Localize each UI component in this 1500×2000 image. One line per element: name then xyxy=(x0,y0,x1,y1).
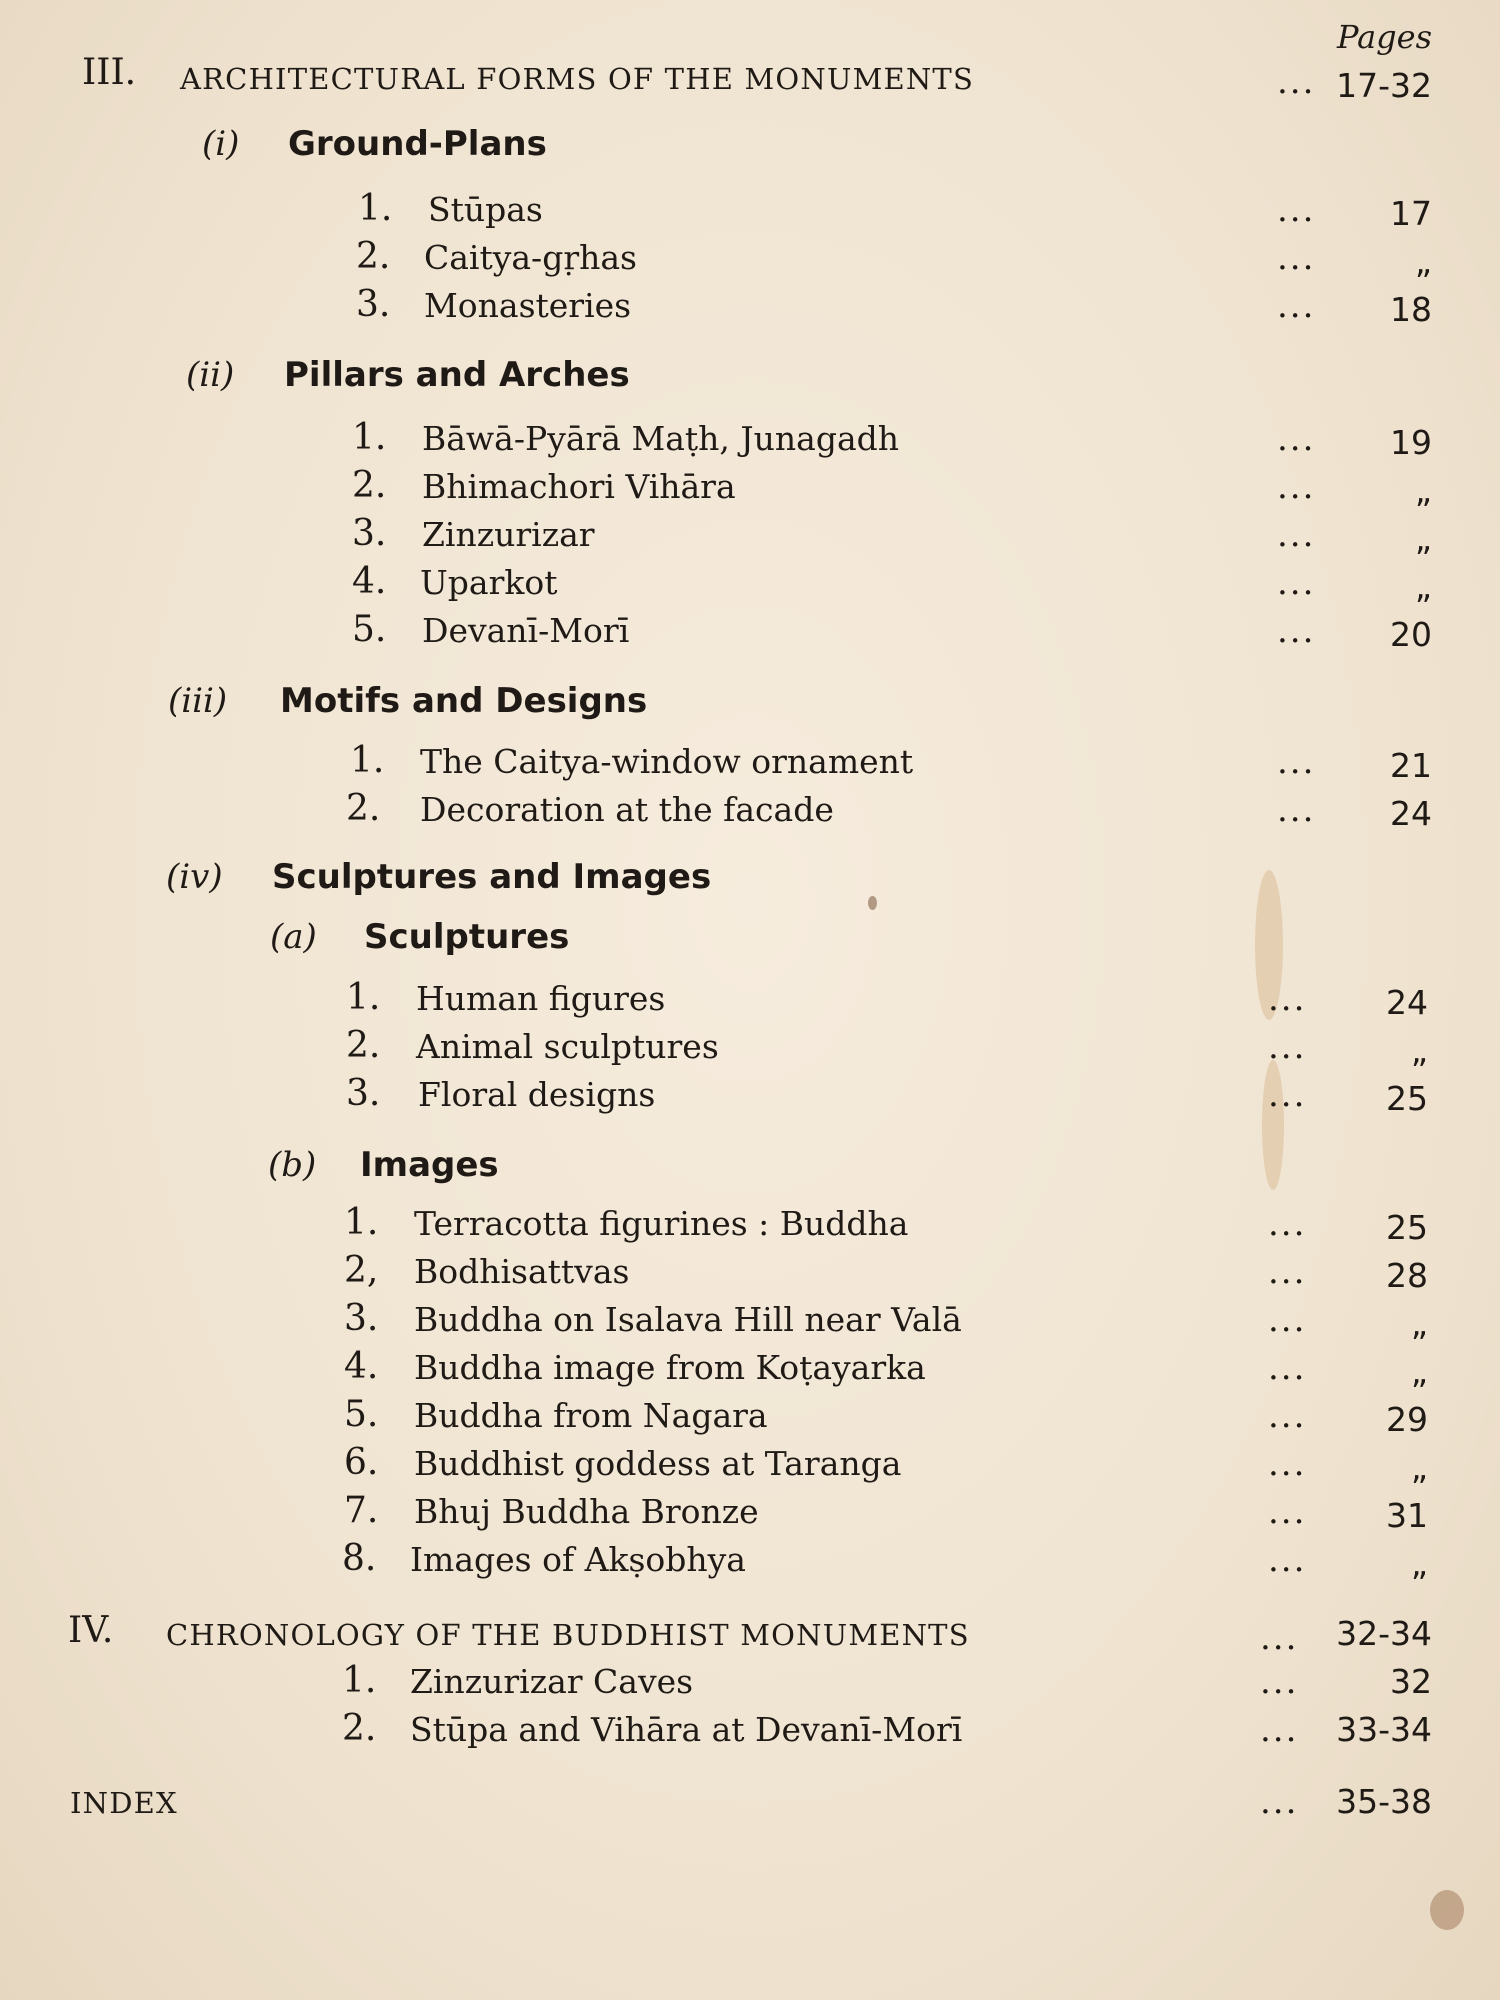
leader-dots: ... xyxy=(1277,790,1316,830)
item-title: Uparkot xyxy=(420,563,558,602)
item-number: 3. xyxy=(352,513,387,554)
item-title: Zinzurizar xyxy=(422,515,595,554)
section-title: Pillars and Arches xyxy=(284,355,630,395)
page-ref: 25 xyxy=(1386,1208,1428,1247)
item-title: Caitya-gṛhas xyxy=(424,238,637,277)
item-title: Floral designs xyxy=(418,1075,656,1114)
item-number: 7. xyxy=(344,1490,379,1531)
subsection-marker: (b) xyxy=(268,1145,317,1185)
leader-dots: ... xyxy=(1277,62,1316,102)
leader-dots: ... xyxy=(1260,1618,1299,1658)
item-number: 1. xyxy=(352,417,387,458)
page-ref: 24 xyxy=(1386,983,1428,1022)
page-ref: 24 xyxy=(1390,794,1432,833)
item-number: 4. xyxy=(344,1346,379,1387)
page-ref: 33-34 xyxy=(1336,1710,1432,1749)
item-number: 5. xyxy=(344,1394,379,1435)
item-number: 3. xyxy=(346,1073,381,1114)
page-ref: „ xyxy=(1414,471,1432,510)
leader-dots: ... xyxy=(1268,1396,1307,1436)
item-number: 8. xyxy=(342,1538,377,1579)
section-title: Motifs and Designs xyxy=(280,681,648,721)
leader-dots: ... xyxy=(1277,467,1316,507)
page-ref: 28 xyxy=(1386,1256,1428,1295)
leader-dots: ... xyxy=(1277,286,1316,326)
chapter-title: ARCHITECTURAL FORMS OF THE MONUMENTS xyxy=(180,62,975,96)
chapter-title: CHRONOLOGY OF THE BUDDHIST MONUMENTS xyxy=(166,1618,970,1652)
item-number: 2. xyxy=(346,1025,381,1066)
section-title: Ground-Plans xyxy=(288,124,547,164)
item-number: 2. xyxy=(356,236,391,277)
item-title: Bāwā-Pyārā Maṭh, Junagadh xyxy=(422,419,900,458)
section-marker: (iii) xyxy=(168,681,228,721)
leader-dots: ... xyxy=(1277,419,1316,459)
item-title: Monasteries xyxy=(424,286,632,325)
item-number: 2. xyxy=(342,1708,377,1749)
chapter-number: IV. xyxy=(68,1610,114,1651)
page-ref: 17-32 xyxy=(1336,66,1432,105)
item-number: 1. xyxy=(350,740,385,781)
index-title: INDEX xyxy=(70,1786,178,1820)
leader-dots: ... xyxy=(1268,1252,1307,1292)
item-title: Buddhist goddess at Taranga xyxy=(414,1444,902,1483)
page-ref: 18 xyxy=(1390,290,1432,329)
page-ref: 29 xyxy=(1386,1400,1428,1439)
item-title: Buddha from Nagara xyxy=(414,1396,768,1435)
item-number: 2, xyxy=(344,1250,379,1291)
pages-heading: Pages xyxy=(1336,18,1432,56)
page-ref: 21 xyxy=(1390,746,1432,785)
item-title: Bodhisattvas xyxy=(414,1252,630,1291)
subsection-marker: (a) xyxy=(270,917,317,957)
item-number: 3. xyxy=(356,284,391,325)
subsection-title: Images xyxy=(360,1145,499,1185)
stain xyxy=(1430,1890,1464,1930)
item-title: Bhuj Buddha Bronze xyxy=(414,1492,759,1531)
page-ref: 17 xyxy=(1390,194,1432,233)
leader-dots: ... xyxy=(1268,1300,1307,1340)
page-ref: 25 xyxy=(1386,1079,1428,1118)
item-number: 5. xyxy=(352,609,387,650)
page-ref: 32-34 xyxy=(1336,1614,1432,1653)
item-title: Animal sculptures xyxy=(416,1027,719,1066)
leader-dots: ... xyxy=(1260,1782,1299,1822)
item-title: Decoration at the facade xyxy=(420,790,834,829)
subsection-title: Sculptures xyxy=(364,917,570,957)
leader-dots: ... xyxy=(1277,742,1316,782)
page-ref: „ xyxy=(1410,1448,1428,1487)
leader-dots: ... xyxy=(1268,1027,1307,1067)
item-number: 2. xyxy=(346,788,381,829)
item-number: 1. xyxy=(344,1202,379,1243)
leader-dots: ... xyxy=(1277,611,1316,651)
page-ref: „ xyxy=(1410,1352,1428,1391)
item-number: 4. xyxy=(352,561,387,602)
page-ref: „ xyxy=(1410,1031,1428,1070)
item-number: 1. xyxy=(342,1660,377,1701)
chapter-number: III. xyxy=(82,52,137,93)
section-title: Sculptures and Images xyxy=(272,857,712,897)
item-number: 1. xyxy=(346,977,381,1018)
leader-dots: ... xyxy=(1268,1204,1307,1244)
page-ref: 20 xyxy=(1390,615,1432,654)
item-title: Stūpa and Vihāra at Devanī-Morī xyxy=(410,1710,963,1749)
leader-dots: ... xyxy=(1260,1662,1299,1702)
page-ref: 35-38 xyxy=(1336,1782,1432,1821)
leader-dots: ... xyxy=(1268,1540,1307,1580)
section-marker: (ii) xyxy=(186,355,235,395)
item-title: Terracotta figurines : Buddha xyxy=(414,1204,909,1243)
item-title: Bhimachori Vihāra xyxy=(422,467,736,506)
page-ref: 31 xyxy=(1386,1496,1428,1535)
item-title: Zinzurizar Caves xyxy=(410,1662,694,1701)
leader-dots: ... xyxy=(1277,563,1316,603)
item-title: The Caitya-window ornament xyxy=(420,742,914,781)
page-ref: 19 xyxy=(1390,423,1432,462)
section-marker: (iv) xyxy=(166,857,223,897)
item-number: 1. xyxy=(358,188,393,229)
item-number: 6. xyxy=(344,1442,379,1483)
leader-dots: ... xyxy=(1268,1075,1307,1115)
leader-dots: ... xyxy=(1260,1710,1299,1750)
item-title: Buddha image from Koṭayarka xyxy=(414,1348,926,1387)
item-number: 3. xyxy=(344,1298,379,1339)
leader-dots: ... xyxy=(1277,190,1316,230)
leader-dots: ... xyxy=(1277,515,1316,555)
leader-dots: ... xyxy=(1268,1444,1307,1484)
item-title: Buddha on Isalava Hill near Valā xyxy=(414,1300,962,1339)
leader-dots: ... xyxy=(1268,979,1307,1019)
leader-dots: ... xyxy=(1268,1492,1307,1532)
page-ref: „ xyxy=(1414,567,1432,606)
item-title: Devanī-Morī xyxy=(422,611,630,650)
page-ref: „ xyxy=(1414,519,1432,558)
leader-dots: ... xyxy=(1268,1348,1307,1388)
page-ref: „ xyxy=(1410,1304,1428,1343)
stain xyxy=(868,896,877,910)
item-title: Human figures xyxy=(416,979,666,1018)
page-ref: 32 xyxy=(1390,1662,1432,1701)
item-number: 2. xyxy=(352,465,387,506)
page-ref: „ xyxy=(1414,242,1432,281)
section-marker: (i) xyxy=(202,124,240,164)
page-ref: „ xyxy=(1410,1544,1428,1583)
item-title: Images of Akṣobhya xyxy=(410,1540,746,1579)
leader-dots: ... xyxy=(1277,238,1316,278)
item-title: Stūpas xyxy=(428,190,543,229)
